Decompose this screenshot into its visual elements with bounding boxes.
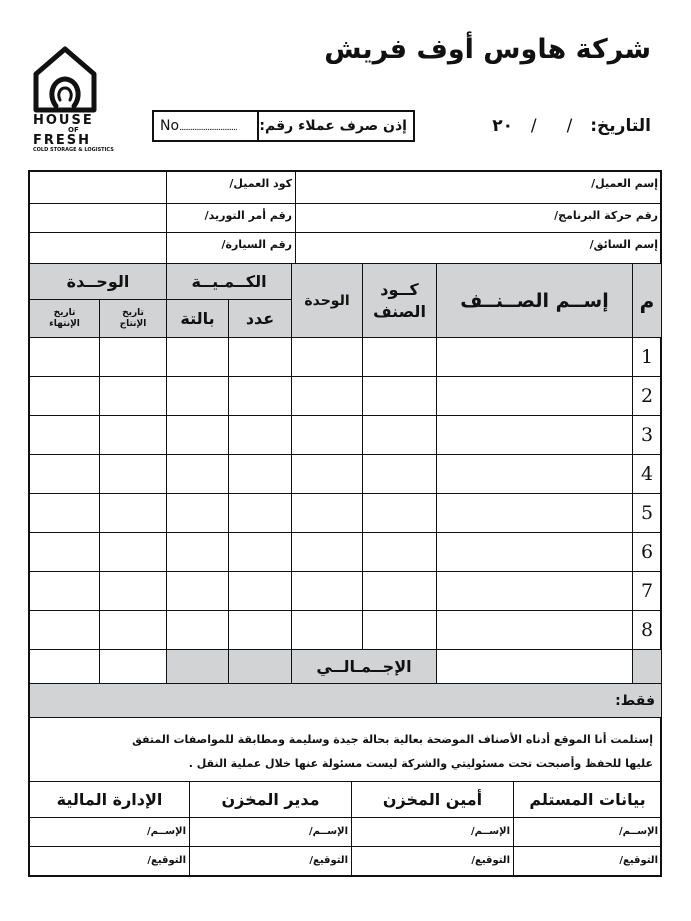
row-qty-count-cell[interactable] bbox=[229, 611, 292, 650]
row-item-code-cell[interactable] bbox=[363, 377, 437, 416]
row-production-date-cell[interactable] bbox=[100, 533, 167, 572]
row-unit-cell[interactable] bbox=[292, 494, 363, 533]
row-qty-count-cell[interactable] bbox=[229, 572, 292, 611]
col-header-expiry-date: تاريخ الإنتهاء bbox=[30, 300, 100, 338]
row-qty-count-cell[interactable] bbox=[229, 416, 292, 455]
finance-signature-field[interactable]: التوقيع/ bbox=[30, 847, 190, 877]
row-qty-count-cell[interactable] bbox=[229, 338, 292, 377]
row-item-name-cell[interactable] bbox=[437, 611, 633, 650]
declaration-line-1: إستلمت أنا الموقع أدناه الأصناف الموضحة بعالية بحالة جيدة وسليمة ومطابقة للمواصفات المتفق bbox=[132, 733, 653, 746]
col-header-unit-group: الوحــدة bbox=[30, 264, 167, 300]
row-production-date-cell[interactable] bbox=[100, 416, 167, 455]
col-header-qty-count: عدد bbox=[229, 300, 292, 338]
row-unit-cell[interactable] bbox=[292, 338, 363, 377]
row-item-name-cell[interactable] bbox=[437, 416, 633, 455]
row-expiry-date-cell[interactable] bbox=[30, 416, 100, 455]
row-production-date-cell[interactable] bbox=[100, 611, 167, 650]
col-header-qty-status: بالتة bbox=[167, 300, 229, 338]
col-header-production-date: تاريخ الإنتاج bbox=[100, 300, 167, 338]
row-item-name-cell[interactable] bbox=[437, 377, 633, 416]
row-item-code-cell[interactable] bbox=[363, 611, 437, 650]
row-qty-count-cell[interactable] bbox=[229, 494, 292, 533]
permit-label: إذن صرف عملاء رقم: bbox=[259, 118, 407, 134]
driver-name-field[interactable]: إسم السائق/ bbox=[296, 233, 662, 264]
row-qty-status-cell[interactable] bbox=[167, 338, 229, 377]
col-header-item-name: إســم الصــنــف bbox=[437, 264, 633, 338]
program-movement-field[interactable]: رقم حركة البرنامج/ bbox=[296, 204, 662, 233]
vehicle-no-field[interactable]: رقم السيارة/ bbox=[167, 233, 296, 264]
row-production-date-cell[interactable] bbox=[100, 494, 167, 533]
receipt-declaration bbox=[30, 718, 662, 782]
date-label: التاريخ: bbox=[590, 116, 651, 136]
row-item-name-cell[interactable] bbox=[437, 494, 633, 533]
supply-order-field[interactable]: رقم أمر التوريد/ bbox=[167, 204, 296, 233]
total-blank-cell bbox=[437, 650, 633, 684]
permit-no-dots: ............................... bbox=[179, 123, 237, 133]
row-expiry-date-cell[interactable] bbox=[30, 377, 100, 416]
row-qty-status-cell[interactable] bbox=[167, 377, 229, 416]
row-qty-status-cell[interactable] bbox=[167, 611, 229, 650]
row-item-code-cell[interactable] bbox=[363, 533, 437, 572]
company-name: شركة هاوس أوف فريش bbox=[324, 34, 651, 65]
row-serial: 2 bbox=[633, 377, 662, 416]
receiver-signature-field[interactable]: التوقيع/ bbox=[514, 847, 662, 877]
storekeeper-signature-field[interactable]: التوقيع/ bbox=[352, 847, 514, 877]
total-status-cell[interactable] bbox=[167, 650, 229, 684]
row-item-name-cell[interactable] bbox=[437, 338, 633, 377]
row-serial: 6 bbox=[633, 533, 662, 572]
row-item-name-cell[interactable] bbox=[437, 533, 633, 572]
row-qty-status-cell[interactable] bbox=[167, 455, 229, 494]
row-expiry-date-cell[interactable] bbox=[30, 533, 100, 572]
permit-number-field[interactable] bbox=[154, 112, 259, 140]
col-header-quantity: الكــمـيــة bbox=[167, 264, 292, 300]
store-manager-name-field[interactable]: الإســم/ bbox=[190, 818, 352, 847]
total-production-cell bbox=[100, 650, 167, 684]
declaration-line-2: عليها للحفظ وأصبحت تحت مسئوليتي والشركة ليست مسئولة عنها خلال عملية النقل . bbox=[188, 757, 653, 770]
finance-name-field[interactable]: الإســم/ bbox=[30, 818, 190, 847]
row-item-code-cell[interactable] bbox=[363, 572, 437, 611]
row-item-code-cell[interactable] bbox=[363, 416, 437, 455]
house-logo-icon bbox=[30, 44, 100, 114]
vehicle-no-value[interactable] bbox=[30, 233, 167, 264]
total-serial-cell bbox=[633, 650, 662, 684]
row-serial: 5 bbox=[633, 494, 662, 533]
row-item-code-cell[interactable] bbox=[363, 338, 437, 377]
col-header-item-code: كــود الصنف bbox=[363, 264, 437, 338]
row-unit-cell[interactable] bbox=[292, 611, 363, 650]
row-qty-count-cell[interactable] bbox=[229, 533, 292, 572]
row-serial: 3 bbox=[633, 416, 662, 455]
row-production-date-cell[interactable] bbox=[100, 455, 167, 494]
row-expiry-date-cell[interactable] bbox=[30, 455, 100, 494]
sig-header-storekeeper: أمين المخزن bbox=[352, 782, 514, 818]
row-serial: 1 bbox=[633, 338, 662, 377]
row-qty-status-cell[interactable] bbox=[167, 416, 229, 455]
receiver-name-field[interactable]: الإســم/ bbox=[514, 818, 662, 847]
total-expiry-cell bbox=[30, 650, 100, 684]
row-qty-status-cell[interactable] bbox=[167, 494, 229, 533]
row-qty-count-cell[interactable] bbox=[229, 455, 292, 494]
col-header-unit: الوحدة bbox=[292, 264, 363, 338]
date-field bbox=[492, 116, 651, 136]
row-qty-status-cell[interactable] bbox=[167, 572, 229, 611]
date-separator: / bbox=[566, 116, 573, 136]
row-item-code-cell[interactable] bbox=[363, 494, 437, 533]
sig-header-store-manager: مدير المخزن bbox=[190, 782, 352, 818]
row-production-date-cell[interactable] bbox=[100, 377, 167, 416]
row-unit-cell[interactable] bbox=[292, 533, 363, 572]
sig-header-receiver: بيانات المستلم bbox=[514, 782, 662, 818]
row-production-date-cell[interactable] bbox=[100, 572, 167, 611]
row-serial: 8 bbox=[633, 611, 662, 650]
col-header-serial: م bbox=[633, 264, 662, 338]
row-item-name-cell[interactable] bbox=[437, 572, 633, 611]
permit-number-box bbox=[152, 110, 415, 142]
row-production-date-cell[interactable] bbox=[100, 338, 167, 377]
store-manager-signature-field[interactable]: التوقيع/ bbox=[190, 847, 352, 877]
permit-no-label: No bbox=[160, 118, 180, 134]
total-count-cell[interactable] bbox=[229, 650, 292, 684]
date-year: ٢٠ bbox=[492, 116, 513, 136]
row-qty-status-cell[interactable] bbox=[167, 533, 229, 572]
total-label: الإجــمـالــي bbox=[292, 650, 437, 684]
amount-in-words-field[interactable]: فقط: bbox=[30, 684, 662, 718]
row-item-name-cell[interactable] bbox=[437, 455, 633, 494]
row-serial: 4 bbox=[633, 455, 662, 494]
row-expiry-date-cell[interactable] bbox=[30, 494, 100, 533]
row-serial: 7 bbox=[633, 572, 662, 611]
row-expiry-date-cell[interactable] bbox=[30, 338, 100, 377]
company-logo bbox=[30, 44, 122, 154]
row-unit-cell[interactable] bbox=[292, 377, 363, 416]
row-unit-cell[interactable] bbox=[292, 416, 363, 455]
customer-code-field[interactable]: كود العميل/ bbox=[167, 172, 296, 204]
logo-text-of: OF bbox=[68, 126, 79, 134]
row-unit-cell[interactable] bbox=[292, 455, 363, 494]
issue-form-table bbox=[28, 170, 662, 877]
date-separator: / bbox=[530, 116, 537, 136]
customer-code-value[interactable] bbox=[30, 172, 167, 204]
supply-order-value[interactable] bbox=[30, 204, 167, 233]
row-qty-count-cell[interactable] bbox=[229, 377, 292, 416]
storekeeper-name-field[interactable]: الإســم/ bbox=[352, 818, 514, 847]
logo-tagline: COLD STORAGE & LOGISTICS bbox=[33, 147, 114, 153]
row-expiry-date-cell[interactable] bbox=[30, 611, 100, 650]
logo-text-fresh: FRESH bbox=[33, 133, 92, 148]
logo-text-house: HOUSE bbox=[33, 113, 94, 128]
row-unit-cell[interactable] bbox=[292, 572, 363, 611]
row-expiry-date-cell[interactable] bbox=[30, 572, 100, 611]
row-item-code-cell[interactable] bbox=[363, 455, 437, 494]
sig-header-finance: الإدارة المالية bbox=[30, 782, 190, 818]
customer-name-field[interactable]: إسم العميل/ bbox=[296, 172, 662, 204]
